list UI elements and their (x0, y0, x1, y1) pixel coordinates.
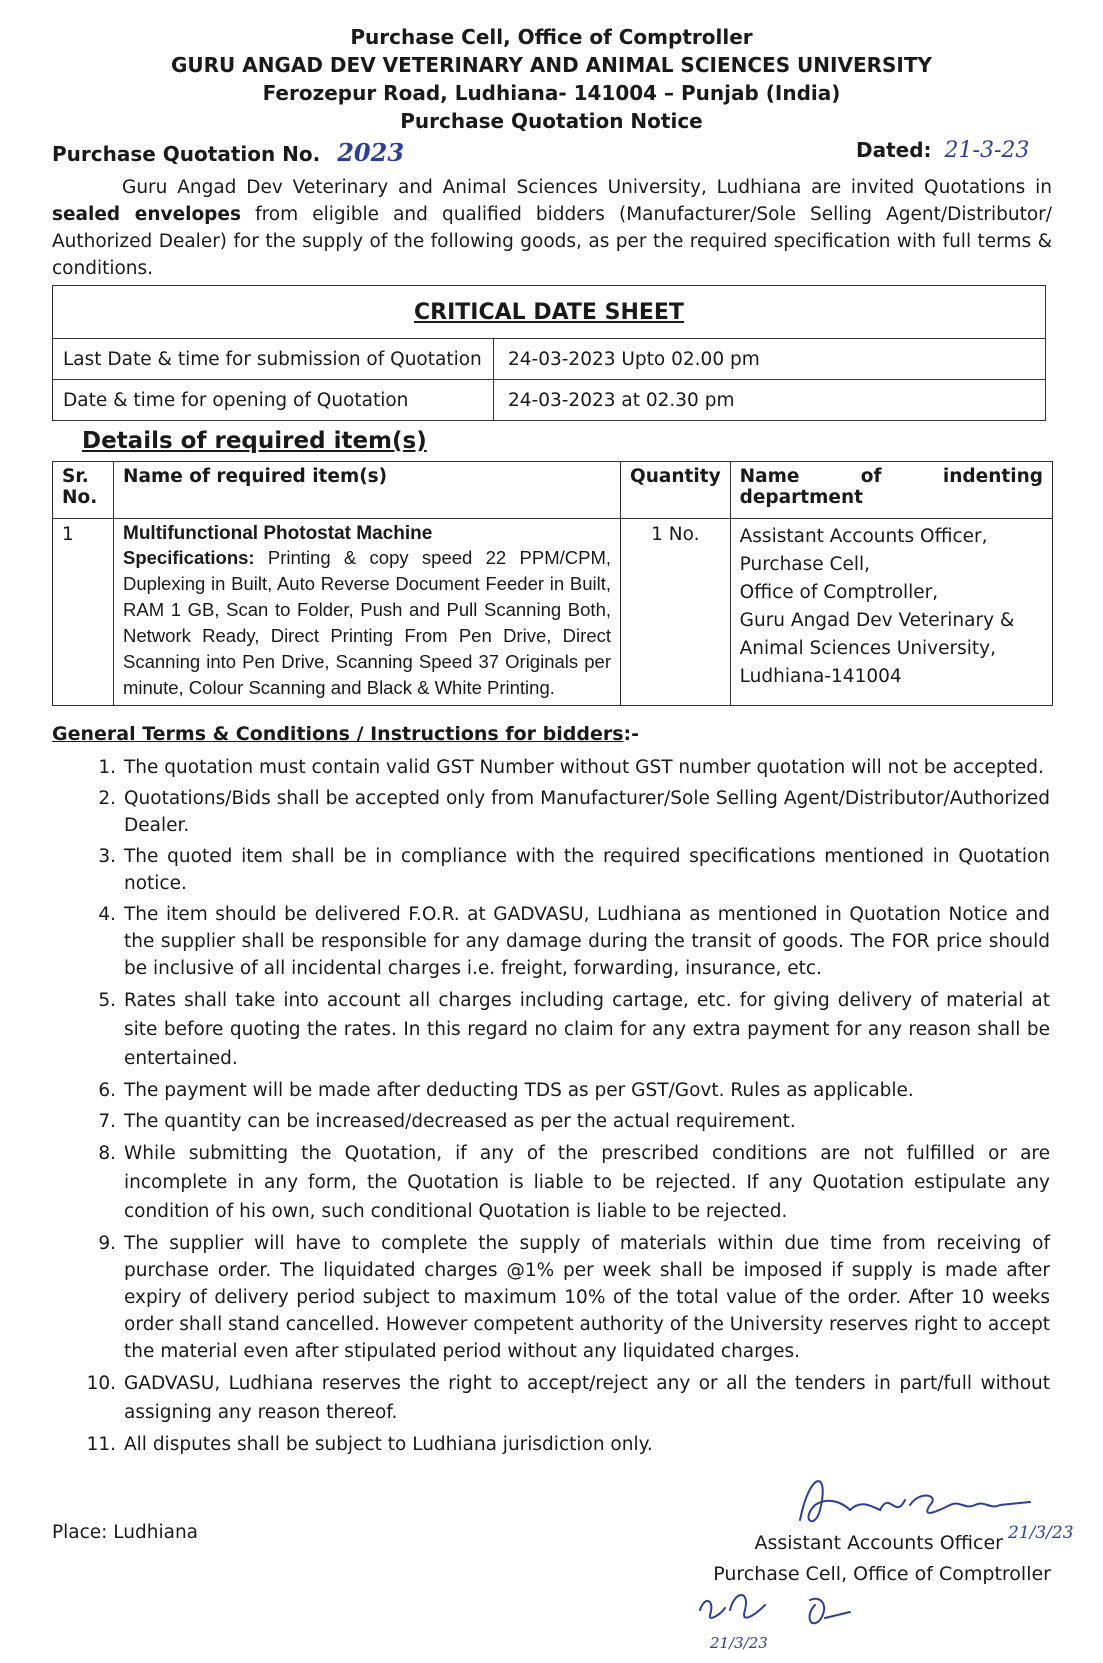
table-row (53, 519, 1053, 706)
submission-label: Last Date & time for submission of Quotation (53, 339, 494, 380)
col-quantity: Quantity (621, 462, 731, 519)
dept-line: Assistant Accounts Officer, (739, 526, 988, 547)
item-name: Multifunctional Photostat Machine (123, 523, 433, 544)
submission-value: 24-03-2023 Upto 02.00 pm (494, 339, 1046, 380)
item-specifications (123, 545, 611, 701)
col-item-name: Name of required item(s) (114, 462, 621, 519)
dept-header-word: indenting (942, 466, 1043, 487)
list-item: 2. Quotations/Bids shall be accepted only from Manufacturer/Sole Selling Agent/Distributor/Authorized Dealer. (98, 788, 1050, 836)
spec-text: Printing & copy speed 22 PPM/CPM, Duplexing in Built, Auto Reverse Document Feeder in Built, RAM 1 GB, Scan to Folder, Push and Pull Scanning Both, Network Ready, Direct Printing From Pen Drive, Direct Scanning into Pen Drive, Scanning Speed 37 Originals per minute, Colour Scanning and Black & White Printing. (123, 547, 611, 698)
item-indenting-department (730, 519, 1052, 706)
item-description (114, 519, 621, 706)
dept-line: Office of Comptroller, (739, 582, 939, 603)
dept-header-word: of (860, 466, 882, 487)
col-sr-no: Sr. No. (53, 462, 114, 519)
terms-list (78, 754, 1050, 1462)
initials-mark (690, 1580, 890, 1660)
list-item: 8. While submitting the Quotation, if any of the prescribed conditions are not fulfilled or are incomplete in any form, the Quotation is liable to be rejected. If any Quotation estipulate any condition of his own, such conditional Quotation is liable to be rejected. (98, 1143, 1050, 1222)
quotation-number-label: Purchase Quotation No. (52, 142, 321, 166)
place: Place: Ludhiana (52, 1522, 199, 1543)
intro-text-2: from eligible and qualified bidders (Manufacturer/Sole Selling Agent/Distributor/ Authorized Dealer) for the supply of the following goods, as per the required specification with full terms & conditions. (52, 204, 1053, 279)
list-item: 10. GADVASU, Ludhiana reserves the right to accept/reject any or all the tenders in part/full without assigning any reason thereof. (86, 1373, 1050, 1423)
item-sr: 1 (53, 519, 114, 706)
opening-label: Date & time for opening of Quotation (53, 380, 494, 421)
signatory-office: Purchase Cell, Office of Comptroller (713, 1563, 1051, 1585)
quotation-number (52, 138, 404, 167)
dept-line: Purchase Cell, (739, 554, 870, 575)
initials-date: 21/3/23 (710, 1634, 768, 1652)
office-heading: Purchase Cell, Office of Comptroller (350, 25, 753, 49)
university-name: GURU ANGAD DEV VETERINARY AND ANIMAL SCIENCES UNIVERSITY (171, 53, 932, 77)
dept-header-word: Name (739, 466, 800, 487)
col-indenting-department (730, 462, 1052, 519)
table-row (53, 339, 1046, 380)
list-item: 3. The quoted item shall be in compliance with the required specifications mentioned in Quotation notice. (98, 846, 1050, 894)
list-item: 4. The item should be delivered F.O.R. at GADVASU, Ludhiana as mentioned in Quotation Notice and the supplier shall be responsible for any damage during the transit of goods. The FOR price should be inclusive of all incidental charges i.e. freight, forwarding, insurance, etc. (98, 904, 1050, 979)
critical-date-sheet (52, 285, 1046, 421)
dept-line: Ludhiana-141004 (739, 666, 902, 687)
details-title: Details of required item(s) (82, 428, 427, 454)
dept-line: Animal Sciences University, (739, 638, 996, 659)
terms-title-suffix: :- (623, 723, 640, 745)
list-item: 1. The quotation must contain valid GST Number without GST number quotation will not be accepted. (98, 757, 1044, 778)
quotation-date-label: Dated: (856, 138, 932, 162)
dept-header-line2: department (739, 487, 863, 508)
signatory-title: Assistant Accounts Officer (754, 1532, 1003, 1554)
terms-title (52, 723, 639, 745)
table-header-row (53, 462, 1053, 519)
intro-text-1: Guru Angad Dev Veterinary and Animal Sciences University, Ludhiana are invited Quotations in (122, 177, 1052, 198)
notice-title: Purchase Quotation Notice (400, 109, 703, 133)
critical-date-sheet-title: CRITICAL DATE SHEET (53, 286, 1046, 339)
list-item: 11. All disputes shall be subject to Ludhiana jurisdiction only. (86, 1434, 653, 1455)
table-row (53, 380, 1046, 421)
university-address: Ferozepur Road, Ludhiana- 141004 – Punjab (India) (262, 81, 841, 105)
intro-bold-text: sealed envelopes (52, 204, 241, 225)
list-item: 9. The supplier will have to complete the supply of materials within due time from receiving of purchase order. The liquidated charges @1% per week shall be imposed if supply is made after expiry of delivery period subject to maximum 10% of the total value of the order. After 10 weeks order shall stand cancelled. However competent authority of the University reserves right to accept the material even after stipulated period without any liquidated charges. (98, 1233, 1050, 1362)
dept-line: Guru Angad Dev Veterinary & (739, 610, 1015, 631)
list-item: 6. The payment will be made after deducting TDS as per GST/Govt. Rules as applicable. (98, 1080, 914, 1101)
intro-paragraph (52, 174, 1052, 282)
signature-date: 21/3/23 (1008, 1523, 1074, 1543)
item-quantity: 1 No. (621, 519, 731, 706)
opening-value: 24-03-2023 at 02.30 pm (494, 380, 1046, 421)
quotation-date-value: 21-3-23 (944, 138, 1030, 163)
terms-title-text: General Terms & Conditions / Instructions for bidders (52, 723, 624, 745)
items-table (52, 461, 1053, 706)
list-item: 5. Rates shall take into account all charges including cartage, etc. for giving delivery of material at site before quoting the rates. In this regard no claim for any extra payment for any reason shall be entertained. (98, 990, 1050, 1069)
list-item: 7. The quantity can be increased/decreased as per the actual requirement. (98, 1111, 796, 1132)
spec-label: Specifications: (123, 547, 255, 568)
quotation-number-value: 2023 (337, 138, 405, 167)
quotation-date (856, 138, 1029, 163)
